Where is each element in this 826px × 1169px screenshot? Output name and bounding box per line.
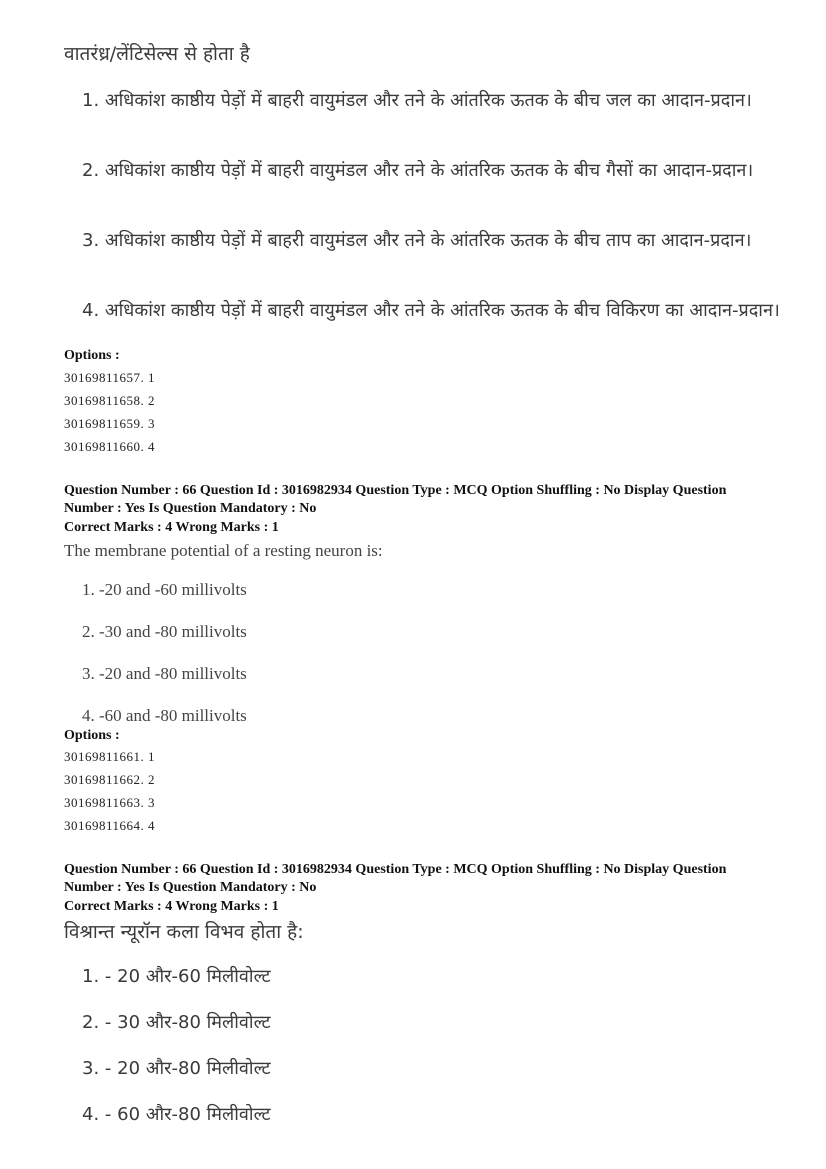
prev-option-1: 1. अधिकांश काष्ठीय पेड़ों में बाहरी वायुमंडल और तने के आंतरिक ऊतक के बीच जल का आदान-प्रदान। [82,90,752,111]
q-hi-meta-line-1: Question Number : 66 Question Id : 3016982934 Question Type : MCQ Option Shuffling : No Display Question [64,862,727,877]
q-hi-option-3: 3. - 20 और-80 मिलीवोल्ट [82,1058,271,1079]
q-en-meta-line-2: Number : Yes Is Question Mandatory : No [64,501,317,516]
q-hi-option-4: 4. - 60 और-80 मिलीवोल्ट [82,1104,271,1125]
q-en-option-id-2: 30169811662. 2 [64,772,156,787]
prev-option-id-3: 30169811659. 3 [64,416,156,431]
q-en-meta-line-3: Correct Marks : 4 Wrong Marks : 1 [64,520,279,535]
prev-option-4: 4. अधिकांश काष्ठीय पेड़ों में बाहरी वायुमंडल और तने के आंतरिक ऊतक के बीच विकिरण का आदान-प्रदान। [82,300,780,321]
prev-option-3: 3. अधिकांश काष्ठीय पेड़ों में बाहरी वायुमंडल और तने के आंतरिक ऊतक के बीच ताप का आदान-प्रदान। [82,230,752,251]
q-en-question-text: The membrane potential of a resting neuron is: [64,541,383,560]
q-hi-meta-line-2: Number : Yes Is Question Mandatory : No [64,880,317,895]
prev-option-id-1: 30169811657. 1 [64,370,156,385]
prev-options-label: Options : [64,348,120,363]
q-en-option-2: 2. -30 and -80 millivolts [82,622,247,641]
q-hi-option-2: 2. - 30 और-80 मिलीवोल्ट [82,1012,271,1033]
q-hi-question-text: विश्रान्त न्यूरॉन कला विभव होता है: [64,921,304,943]
prev-option-2: 2. अधिकांश काष्ठीय पेड़ों में बाहरी वायुमंडल और तने के आंतरिक ऊतक के बीच गैसों का आदान-प्रदान। [82,160,754,181]
q-en-option-id-3: 30169811663. 3 [64,795,156,810]
q-hi-option-1: 1. - 20 और-60 मिलीवोल्ट [82,966,271,987]
q-en-option-id-1: 30169811661. 1 [64,749,156,764]
prev-question-lead: वातरंध्र/लेंटिसेल्स से होता है [64,43,250,65]
q-en-option-id-4: 30169811664. 4 [64,818,156,833]
q-en-meta-line-1: Question Number : 66 Question Id : 3016982934 Question Type : MCQ Option Shuffling : No Display Question [64,483,727,498]
q-en-option-4: 4. -60 and -80 millivolts [82,706,247,725]
q-hi-meta-line-3: Correct Marks : 4 Wrong Marks : 1 [64,899,279,914]
prev-option-id-4: 30169811660. 4 [64,439,156,454]
q-en-option-3: 3. -20 and -80 millivolts [82,664,247,683]
q-en-option-1: 1. -20 and -60 millivolts [82,580,247,599]
prev-option-id-2: 30169811658. 2 [64,393,156,408]
q-en-options-label: Options : [64,728,120,743]
